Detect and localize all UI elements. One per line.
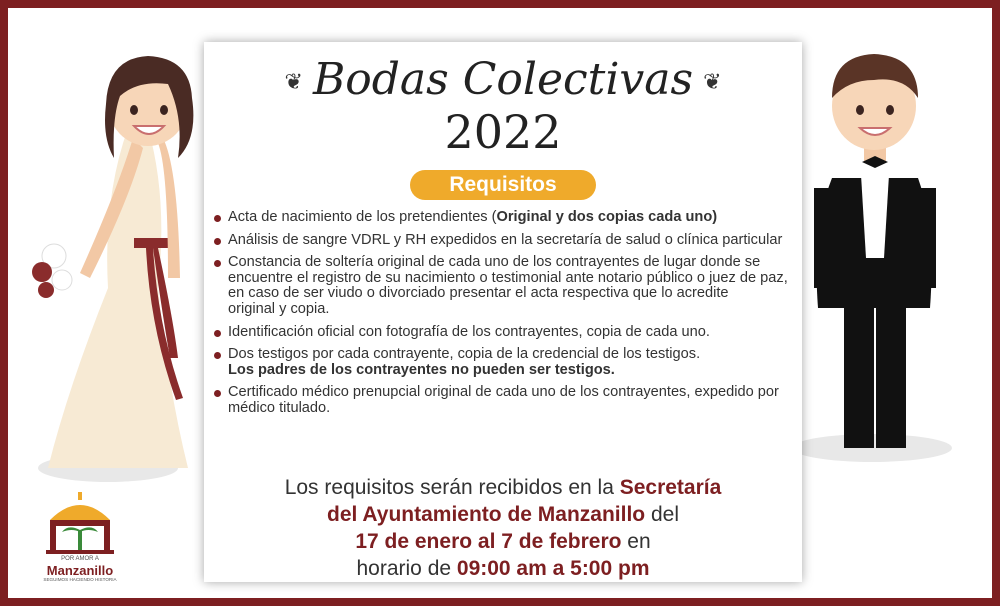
bullet-icon: [214, 238, 221, 245]
requirements-list: [214, 210, 798, 424]
manzanillo-logo: [36, 490, 124, 590]
reception-info: Los requisitos serán recibidos en la Secretaría del Ayuntamiento de Manzanillo del 17 de enero al 7 de febrero en horario de 09:00 am a 5:00 pm: [284, 476, 722, 580]
logo-subtitle: SEGUIMOS HACIENDO HISTORIA: [43, 577, 117, 582]
requirements-card: [204, 42, 802, 582]
groom-illustration: [792, 28, 992, 488]
requirement-item: Constancia de soltería original de cada uno de los contrayentes de lugar donde se encuentre el registro de su nacimiento o testimonial ante notario público o juez de paz, en caso de ser viudo o divorciado presentar el acta respectiva que lo acredite original y copia.: [214, 255, 798, 317]
requirement-item: Identificación oficial con fotografía de los contrayentes, copia de cada uno.: [214, 325, 798, 341]
ornament-left-icon: ❦: [284, 69, 303, 95]
bullet-icon: [214, 260, 221, 267]
requirement-item: Dos testigos por cada contrayente, copia de la credencial de los testigos. Los padres de los contrayentes no pueden ser testigos.: [214, 347, 798, 378]
logo-tagline: POR AMOR A: [61, 556, 99, 562]
requirement-item: Análisis de sangre VDRL y RH expedidos en la secretaría de salud o clínica particular: [214, 233, 798, 249]
ornament-right-icon: ❦: [703, 69, 722, 95]
requirement-item: Certificado médico prenupcial original de cada uno de los contrayentes, expedido por médico titulado.: [214, 385, 798, 416]
bullet-icon: [214, 352, 221, 359]
logo-name: Manzanillo: [46, 563, 114, 578]
poster-year: 2022: [444, 105, 562, 159]
bullet-icon: [214, 390, 221, 397]
bullet-icon: [214, 215, 221, 222]
title-text: Bodas Colectivas: [312, 54, 694, 105]
requisitos-badge: Requisitos: [410, 170, 596, 200]
bride-illustration: [8, 28, 208, 488]
bullet-icon: [214, 330, 221, 337]
requirement-item: Acta de nacimiento de los pretendientes (Original y dos copias cada uno): [214, 210, 798, 226]
kiosk-palm-icon: [36, 490, 124, 556]
poster-title: [204, 56, 802, 107]
poster-frame: [8, 8, 992, 598]
